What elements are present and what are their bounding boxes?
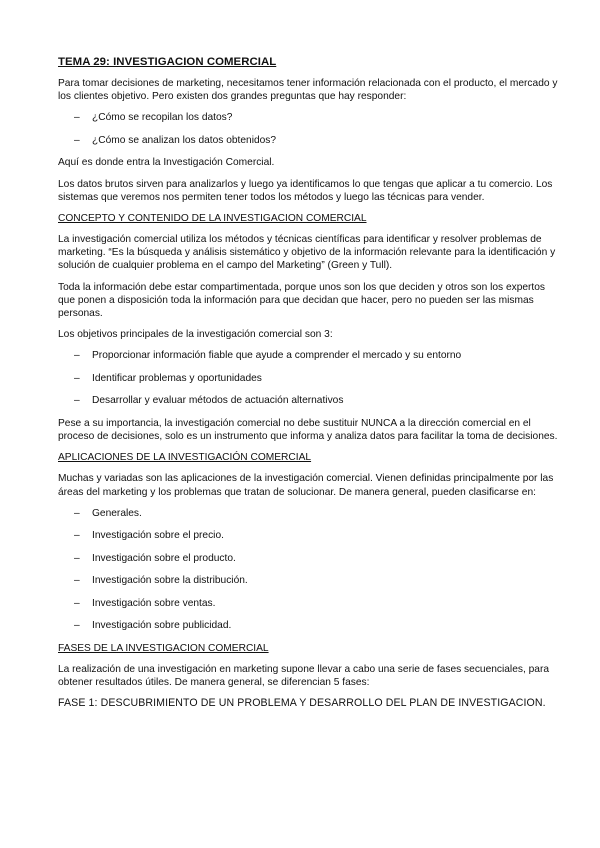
realizacion-paragraph: La realización de una investigación en marketing supone llevar a cabo una serie de fases secuenciales, para obtener resultados útiles. De manera general, se diferencian 5 fases: <box>58 663 550 688</box>
aqui-paragraph: Aquí es donde entra la Investigación Comercial. <box>58 157 275 169</box>
list-item: – Investigación sobre publicidad. <box>58 619 558 632</box>
list-item: – Identificar problemas y oportunidades <box>58 372 558 385</box>
list-item: – Investigación sobre el producto. <box>58 552 558 565</box>
applications-list <box>58 507 558 633</box>
list-item: – Investigación sobre el precio. <box>58 529 558 542</box>
phase-1-heading: FASE 1: DESCUBRIMIENTO DE UN PROBLEMA Y DESARROLLO DEL PLAN DE INVESTIGACION. <box>58 697 546 710</box>
list-item: – Investigación sobre ventas. <box>58 597 558 610</box>
concepto-paragraph: La investigación comercial utiliza los métodos y técnicas científicas para identificar y resolver problemas de marketing. “Es la búsqueda y análisis sistemático y objetivo de la información relevante para la identificación y solución de cualquier problema en el campo del Marketing” (Green y Tull). <box>58 234 556 272</box>
document-page <box>58 56 558 711</box>
objetivos-paragraph: Los objetivos principales de la investigación comercial son 3: <box>58 329 333 341</box>
list-item: – ¿Cómo se recopilan los datos? <box>58 111 558 124</box>
section-heading-concepto: CONCEPTO Y CONTENIDO DE LA INVESTIGACION COMERCIAL <box>58 213 367 225</box>
document-title: TEMA 29: INVESTIGACION COMERCIAL <box>58 56 277 68</box>
list-item: – Generales. <box>58 507 558 520</box>
list-item: – Proporcionar información fiable que ayude a comprender el mercado y su entorno <box>58 349 558 362</box>
objectives-list <box>58 349 558 407</box>
section-heading-aplicaciones: APLICACIONES DE LA INVESTIGACIÓN COMERCIAL <box>58 452 312 464</box>
questions-list <box>58 111 558 147</box>
datos-paragraph: Los datos brutos sirven para analizarlos y luego ya identificamos lo que tengas que aplicar a tu comercio. Los sistemas que veremos nos permiten tener todos los métodos y luego las técnicas para vender. <box>58 178 553 203</box>
toda-paragraph: Toda la información debe estar compartimentada, porque unos son los que deciden y otros son los expertos que ponen a disposición toda la información para que decidan que hacer, pero no pueden ser las mismas personas. <box>58 281 546 320</box>
pese-paragraph: Pese a su importancia, la investigación comercial no debe sustituir NUNCA a la dirección comercial en el proceso de decisiones, solo es un instrumento que informa y analiza datos para facilitar la toma de decisiones. <box>58 417 558 443</box>
list-item: – ¿Cómo se analizan los datos obtenidos? <box>58 134 558 147</box>
list-item: – Desarrollar y evaluar métodos de actuación alternativos <box>58 394 558 407</box>
intro-paragraph: Para tomar decisiones de marketing, necesitamos tener información relacionada con el producto, el mercado y los clientes objetivo. Pero existen dos grandes preguntas que hay responder: <box>58 78 558 103</box>
list-item: – Investigación sobre la distribución. <box>58 574 558 587</box>
section-heading-fases: FASES DE LA INVESTIGACION COMERCIAL <box>58 642 269 654</box>
muchas-paragraph: Muchas y variadas son las aplicaciones de la investigación comercial. Vienen definidas principalmente por las áreas del marketing y los problemas que tratan de solucionar. De manera general, pueden clasificarse en: <box>58 473 554 498</box>
